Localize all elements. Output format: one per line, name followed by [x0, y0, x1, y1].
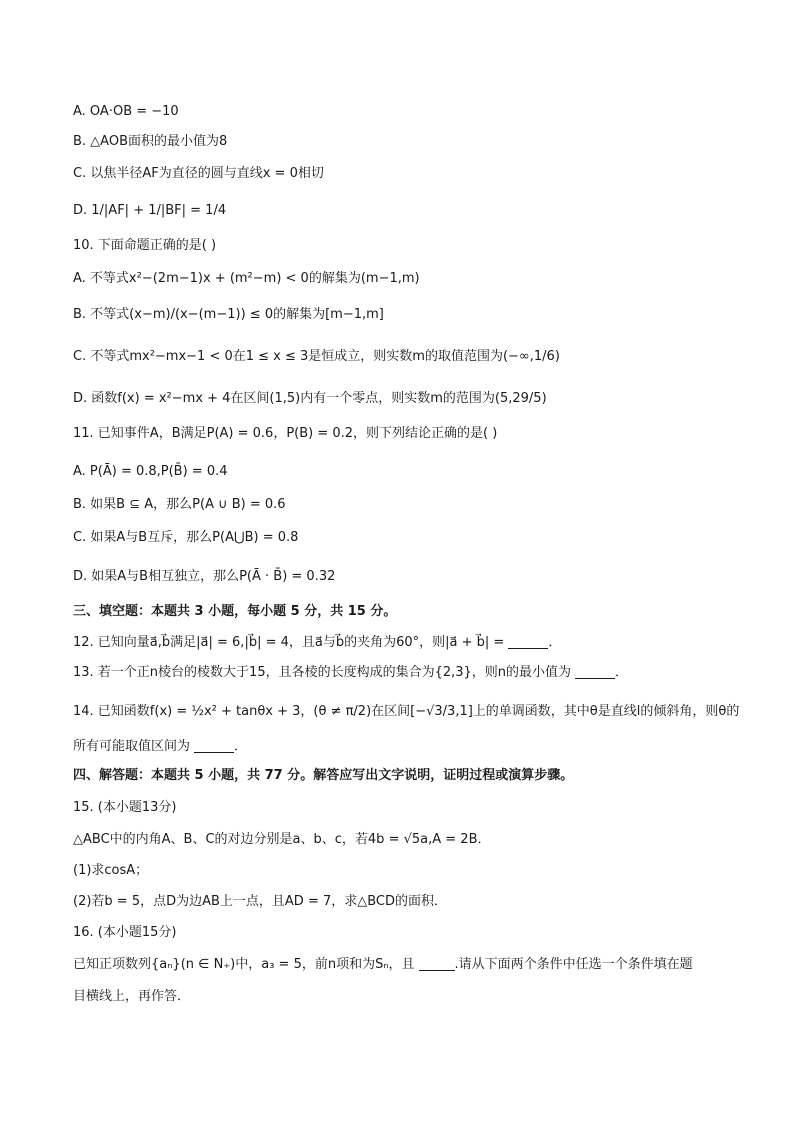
line-text: C. 以焦半径AF为直径的圆与直线x = 0相切 — [73, 166, 324, 181]
line-text: A. P(Ā) = 0.8,P(B̄) = 0.4 — [73, 464, 228, 479]
answer-blank — [194, 751, 234, 753]
text-line-opt-11c — [73, 529, 298, 547]
line-text: D. 1/|AF| + 1/|BF| = 1/4 — [73, 203, 227, 218]
text-line-opt-9c — [73, 165, 324, 183]
period: ． — [548, 635, 562, 650]
text-line-opt-11d — [73, 568, 335, 586]
text-line-q15a — [73, 831, 491, 849]
line-text: 三、填空题：本题共 3 小题，每小题 5 分，共 15 分。 — [73, 604, 397, 619]
line-text: B. △AOB面积的最小值为8 — [73, 134, 228, 149]
period: ． — [234, 739, 248, 754]
line-text: (1)求cosA； — [73, 863, 149, 878]
text-line-q15c — [73, 893, 447, 911]
line-text: D. 如果A与B相互独立，那么P(Ā · B̄) = 0.32 — [73, 569, 336, 584]
line-text: A. 不等式x²−(2m−1)x + (m²−m) < 0的解集为(m−1,m) — [73, 271, 420, 286]
line-text: (2)若b = 5，点D为边AB上一点，且AD = 7，求△BCD的面积． — [73, 894, 448, 909]
text-line-sec3 — [73, 603, 396, 621]
line-text: 四、解答题：本题共 5 小题，共 77 分。解答应写出文字说明，证明过程或演算步骤。 — [73, 768, 574, 783]
line-text: 10. 下面命题正确的是( ) — [73, 238, 217, 253]
text-line-opt-9b — [73, 133, 227, 151]
line-text: D. 函数f(x) = x²−mx + 4在区间(1,5)内有一个零点，则实数m的范围为(5,29/5) — [73, 391, 547, 406]
text-line-q15 — [73, 799, 177, 817]
answer-blank — [419, 969, 455, 971]
text-line-opt-9a — [73, 103, 179, 121]
text-line-q15b — [73, 862, 148, 880]
line-text: A. OA·OB = −10 — [73, 104, 179, 119]
line-text: △ABC中的内角A、B、C的对边分别是a、b、c，若4b = √5a,A = 2B． — [73, 832, 491, 847]
line-text: 11. 已知事件A，B满足P(A) = 0.6，P(B) = 0.2，则下列结论正确的是( ) — [73, 426, 498, 441]
line-text: 16. (本小题15分) — [73, 925, 177, 940]
text-line-q11 — [73, 425, 497, 443]
text-line-sec4 — [73, 767, 573, 785]
line-text: B. 不等式(x−m)/(x−(m−1)) ≤ 0的解集为[m−1,m] — [73, 307, 384, 322]
text-line-opt-10d — [73, 390, 547, 408]
answer-blank — [575, 677, 615, 679]
line-text: 15. (本小题13分) — [73, 800, 177, 815]
text-line-q13 — [73, 664, 628, 682]
line-text: 13. 若一个正n棱台的棱数大于15，且各棱的长度构成的集合为{2,3}，则n的最小值为 — [73, 665, 572, 680]
text-line-opt-10b — [73, 306, 384, 324]
text-line-opt-10a — [73, 270, 420, 288]
text-line-q12 — [73, 634, 561, 652]
period: ． — [615, 665, 629, 680]
text-line-opt-10c — [73, 348, 560, 366]
line-text: 12. 已知向量a⃗,b⃗满足|a⃗| = 6,|b⃗| = 4，且a⃗与b⃗的夹角为60°，则|a⃗ + b⃗| = — [73, 635, 505, 650]
text-line-opt-11a — [73, 463, 228, 481]
text-line-q16 — [73, 924, 177, 942]
text-line-q14b — [73, 738, 247, 756]
text-line-opt-11b — [73, 496, 286, 514]
line-text: C. 不等式mx²−mx−1 < 0在1 ≤ x ≤ 3是恒成立，则实数m的取值范围为(−∞,1/6) — [73, 349, 560, 364]
line-text: 14. 已知函数f(x) = ½x² + tanθx + 3，(θ ≠ π/2)在区间[−√3/3,1]上的单调函数，其中θ是直线l的倾斜角，则θ的 — [73, 704, 740, 719]
answer-blank — [508, 647, 548, 649]
line-text: B. 如果B ⊆ A，那么P(A ∪ B) = 0.6 — [73, 497, 286, 512]
text-line-q16a — [73, 956, 693, 974]
line-text: 已知正项数列{aₙ}(n ∈ N₊)中，a₃ = 5，前n项和为Sₙ，且 — [73, 957, 415, 972]
text-line-q14 — [73, 703, 739, 721]
text-line-q16b — [73, 988, 190, 1006]
line-text: 所有可能取值区间为 — [73, 739, 191, 754]
line-text: 目横线上，再作答． — [73, 989, 191, 1004]
line-text: C. 如果A与B互斥，那么P(A⋃B) = 0.8 — [73, 530, 299, 545]
text-line-opt-9d — [73, 202, 226, 220]
text-line-q10 — [73, 237, 216, 255]
line-suffix: .请从下面两个条件中任选一个条件填在题 — [454, 957, 693, 972]
